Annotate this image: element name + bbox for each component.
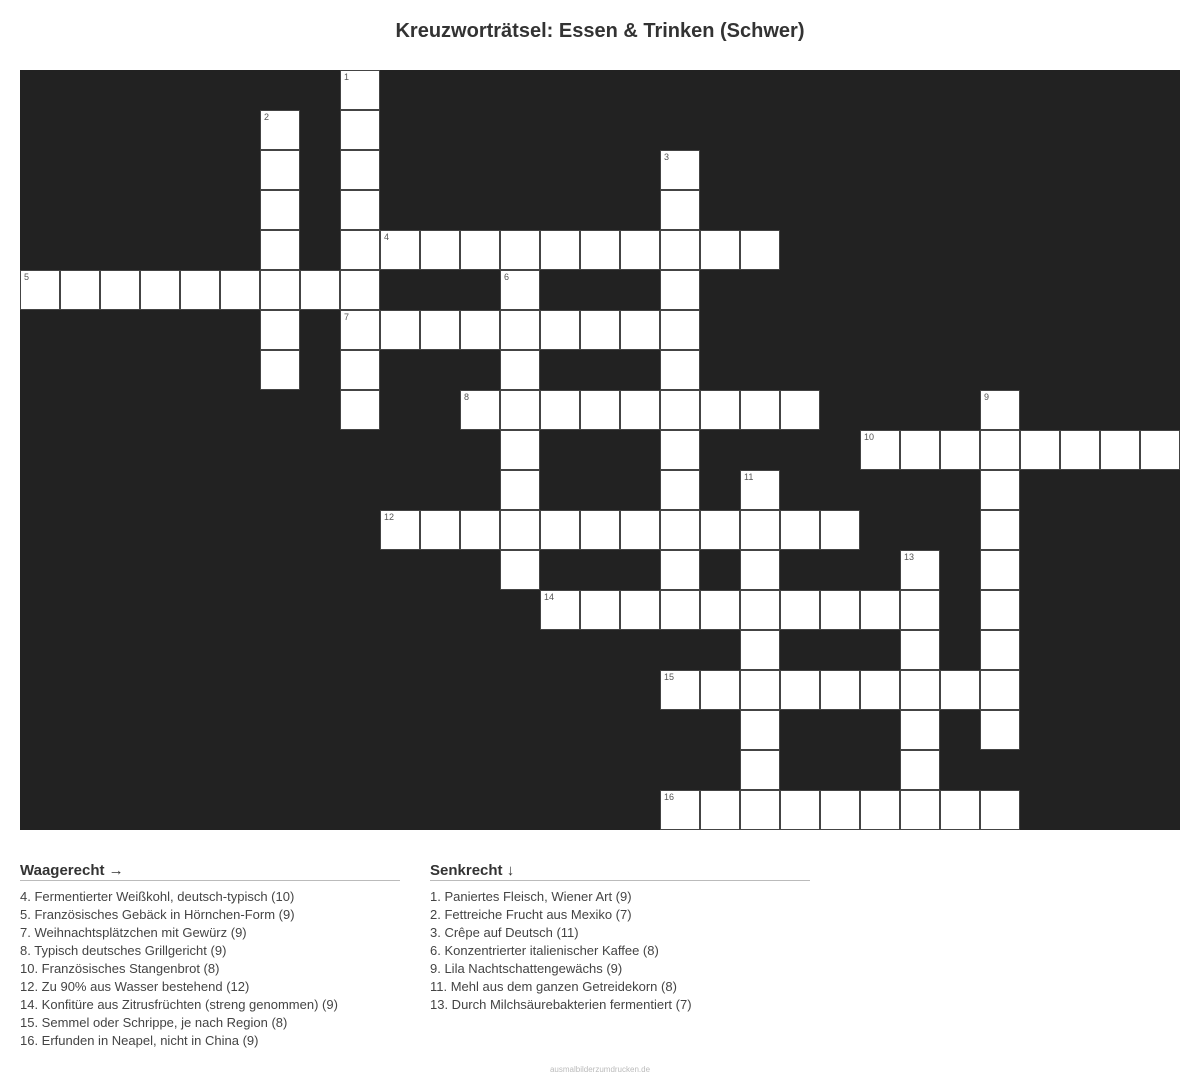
clue-number: 8 xyxy=(464,392,470,402)
grid-cell[interactable] xyxy=(500,270,540,310)
across-clue: 4. Fermentierter Weißkohl, deutsch-typisch (10) xyxy=(20,889,295,904)
across-clue: 5. Französisches Gebäck in Hörnchen-Form (9) xyxy=(20,907,295,922)
grid-cell[interactable] xyxy=(940,670,980,710)
across-clue: 7. Weihnachtsplätzchen mit Gewürz (9) xyxy=(20,925,247,940)
grid-cell[interactable] xyxy=(260,310,300,350)
grid-cell[interactable] xyxy=(500,230,540,270)
grid-cell[interactable] xyxy=(540,310,580,350)
grid-cell[interactable] xyxy=(900,750,940,790)
grid-cell[interactable] xyxy=(660,230,700,270)
clue-number: 10 xyxy=(864,432,875,442)
grid-cell[interactable] xyxy=(620,310,660,350)
clue-number: 11 xyxy=(744,472,754,482)
grid-cell[interactable] xyxy=(420,510,460,550)
grid-cell[interactable] xyxy=(500,390,540,430)
across-heading: Waagerecht → xyxy=(20,862,400,881)
grid-cell[interactable] xyxy=(500,310,540,350)
clue-number: 7 xyxy=(344,312,350,322)
grid-cell[interactable] xyxy=(980,430,1020,470)
grid-cell[interactable] xyxy=(660,510,700,550)
footer-credit: ausmalbilderzumdrucken.de xyxy=(549,1065,651,1074)
grid-cell[interactable] xyxy=(660,670,700,710)
grid-cell[interactable] xyxy=(940,430,980,470)
grid-cell[interactable] xyxy=(660,270,700,310)
grid-cell[interactable] xyxy=(700,390,740,430)
grid-cell[interactable] xyxy=(340,390,380,430)
grid-cell[interactable] xyxy=(340,230,380,270)
grid-cell[interactable] xyxy=(740,750,780,790)
grid-cell[interactable] xyxy=(340,190,380,230)
clue-number: 3 xyxy=(664,152,670,162)
grid-cell[interactable] xyxy=(1020,430,1060,470)
across-clue: 15. Semmel oder Schrippe, je nach Region (8) xyxy=(20,1015,288,1030)
grid-cell[interactable] xyxy=(220,270,260,310)
grid-cell[interactable] xyxy=(660,310,700,350)
grid-cell[interactable] xyxy=(180,270,220,310)
grid-cell[interactable] xyxy=(700,670,740,710)
crossword-grid xyxy=(20,70,1180,830)
grid-cell[interactable] xyxy=(900,670,940,710)
grid-cell[interactable] xyxy=(580,390,620,430)
grid-cell[interactable] xyxy=(580,590,620,630)
down-clues xyxy=(430,862,810,1014)
grid-cell[interactable] xyxy=(700,790,740,830)
grid-cell[interactable] xyxy=(540,230,580,270)
grid-cell[interactable] xyxy=(660,550,700,590)
grid-cell[interactable] xyxy=(540,390,580,430)
grid-cell[interactable] xyxy=(700,510,740,550)
grid-cell[interactable] xyxy=(940,790,980,830)
grid-cell[interactable] xyxy=(660,790,700,830)
grid-cell[interactable] xyxy=(460,310,500,350)
grid-cell[interactable] xyxy=(740,230,780,270)
grid-cell[interactable] xyxy=(580,510,620,550)
grid-cell[interactable] xyxy=(140,270,180,310)
grid-cell[interactable] xyxy=(260,110,300,150)
grid-cell[interactable] xyxy=(380,510,420,550)
across-clues xyxy=(20,862,400,1050)
grid-cell[interactable] xyxy=(60,270,100,310)
grid-cell[interactable] xyxy=(740,550,780,590)
grid-cell[interactable] xyxy=(740,790,780,830)
grid-cell[interactable] xyxy=(260,270,300,310)
across-clue: 16. Erfunden in Neapel, nicht in China (9) xyxy=(20,1033,259,1048)
grid-cell[interactable] xyxy=(860,590,900,630)
grid-cell[interactable] xyxy=(740,470,780,510)
grid-cell[interactable] xyxy=(500,470,540,510)
grid-cell[interactable] xyxy=(660,350,700,390)
down-clue: 6. Konzentrierter italienischer Kaffee (8) xyxy=(430,943,659,958)
grid-cell[interactable] xyxy=(980,630,1020,670)
grid-cell[interactable] xyxy=(660,390,700,430)
clue-number: 4 xyxy=(384,232,390,242)
grid-cell[interactable] xyxy=(340,70,380,110)
down-clue: 2. Fettreiche Frucht aus Mexiko (7) xyxy=(430,907,632,922)
grid-cell[interactable] xyxy=(980,390,1020,430)
grid-cell[interactable] xyxy=(260,150,300,190)
grid-cell[interactable] xyxy=(660,190,700,230)
grid-cell[interactable] xyxy=(740,510,780,550)
grid-cell[interactable] xyxy=(500,510,540,550)
grid-cell[interactable] xyxy=(260,350,300,390)
grid-cell[interactable] xyxy=(500,550,540,590)
clue-number: 2 xyxy=(264,112,270,122)
grid-cell[interactable] xyxy=(780,790,820,830)
grid-cell[interactable] xyxy=(780,590,820,630)
across-clue: 14. Konfitüre aus Zitrusfrüchten (streng genommen) (9) xyxy=(20,997,338,1012)
grid-cell[interactable] xyxy=(740,390,780,430)
grid-cell[interactable] xyxy=(740,670,780,710)
grid-cell[interactable] xyxy=(340,110,380,150)
grid-cell[interactable] xyxy=(580,310,620,350)
grid-cell[interactable] xyxy=(700,590,740,630)
grid-cell[interactable] xyxy=(380,310,420,350)
grid-cell[interactable] xyxy=(1100,430,1140,470)
grid-cell[interactable] xyxy=(780,510,820,550)
grid-cell[interactable] xyxy=(260,190,300,230)
grid-cell[interactable] xyxy=(620,510,660,550)
grid-cell[interactable] xyxy=(380,230,420,270)
grid-cell[interactable] xyxy=(900,550,940,590)
grid-cell[interactable] xyxy=(740,710,780,750)
grid-cell[interactable] xyxy=(820,590,860,630)
grid-cell[interactable] xyxy=(980,470,1020,510)
grid-cell[interactable] xyxy=(980,710,1020,750)
across-clue: 12. Zu 90% aus Wasser bestehend (12) xyxy=(20,979,250,994)
grid-cell[interactable] xyxy=(860,670,900,710)
grid-cell[interactable] xyxy=(660,590,700,630)
grid-cell[interactable] xyxy=(980,590,1020,630)
clue-number: 14 xyxy=(544,592,555,602)
grid-cell[interactable] xyxy=(980,670,1020,710)
grid-cell[interactable] xyxy=(780,390,820,430)
grid-cell[interactable] xyxy=(660,430,700,470)
across-clue: 10. Französisches Stangenbrot (8) xyxy=(20,961,220,976)
grid-cell[interactable] xyxy=(620,230,660,270)
clue-number: 9 xyxy=(984,392,990,402)
grid-cell[interactable] xyxy=(340,350,380,390)
grid-cell[interactable] xyxy=(860,790,900,830)
clue-number: 16 xyxy=(664,792,675,802)
grid-cell[interactable] xyxy=(780,670,820,710)
down-clue: 9. Lila Nachtschattengewächs (9) xyxy=(430,961,623,976)
grid-cell[interactable] xyxy=(820,790,860,830)
grid-cell[interactable] xyxy=(460,390,500,430)
grid-cell[interactable] xyxy=(900,430,940,470)
grid-cell[interactable] xyxy=(340,150,380,190)
grid-cell[interactable] xyxy=(980,790,1020,830)
down-clue: 13. Durch Milchsäurebakterien fermentiert (7) xyxy=(430,997,692,1012)
grid-cell[interactable] xyxy=(860,430,900,470)
grid-cell[interactable] xyxy=(580,230,620,270)
grid-cell[interactable] xyxy=(660,150,700,190)
page-title: Kreuzworträtsel: Essen & Trinken (Schwer) xyxy=(395,20,805,42)
grid-cell[interactable] xyxy=(500,430,540,470)
grid-cell[interactable] xyxy=(660,470,700,510)
grid-cell[interactable] xyxy=(740,590,780,630)
grid-cell[interactable] xyxy=(500,350,540,390)
grid-cell[interactable] xyxy=(100,270,140,310)
clue-number: 12 xyxy=(384,512,395,522)
grid-cell[interactable] xyxy=(260,230,300,270)
clue-number: 5 xyxy=(24,272,30,282)
grid-cell[interactable] xyxy=(980,510,1020,550)
grid-cell[interactable] xyxy=(980,550,1020,590)
grid-cell[interactable] xyxy=(900,590,940,630)
grid-cell[interactable] xyxy=(20,270,60,310)
grid-cell[interactable] xyxy=(1060,430,1100,470)
grid-cell[interactable] xyxy=(620,390,660,430)
clue-number: 1 xyxy=(344,72,350,82)
down-clue: 11. Mehl aus dem ganzen Getreidekorn (8) xyxy=(430,979,677,994)
grid-cell[interactable] xyxy=(900,710,940,750)
clue-number: 15 xyxy=(664,672,675,682)
down-heading: Senkrecht ↓ xyxy=(430,862,810,881)
clue-number: 13 xyxy=(904,552,915,562)
grid-cell[interactable] xyxy=(820,510,860,550)
grid-cell[interactable] xyxy=(460,230,500,270)
grid-cell[interactable] xyxy=(540,510,580,550)
down-clue: 1. Paniertes Fleisch, Wiener Art (9) xyxy=(430,889,632,904)
across-clue: 8. Typisch deutsches Grillgericht (9) xyxy=(20,943,227,958)
clue-number: 6 xyxy=(504,272,510,282)
grid-cell[interactable] xyxy=(620,590,660,630)
grid-cell[interactable] xyxy=(1140,430,1180,470)
grid-cell[interactable] xyxy=(460,510,500,550)
grid-cell[interactable] xyxy=(900,790,940,830)
down-clue: 3. Crêpe auf Deutsch (11) xyxy=(430,925,579,940)
grid-cell[interactable] xyxy=(340,270,380,310)
grid-cell[interactable] xyxy=(700,230,740,270)
grid-cell[interactable] xyxy=(300,270,340,310)
grid-cell[interactable] xyxy=(420,230,460,270)
grid-cell[interactable] xyxy=(900,630,940,670)
grid-cell[interactable] xyxy=(820,670,860,710)
grid-cell[interactable] xyxy=(420,310,460,350)
grid-cell[interactable] xyxy=(740,630,780,670)
grid-cell[interactable] xyxy=(340,310,380,350)
grid-cell[interactable] xyxy=(540,590,580,630)
